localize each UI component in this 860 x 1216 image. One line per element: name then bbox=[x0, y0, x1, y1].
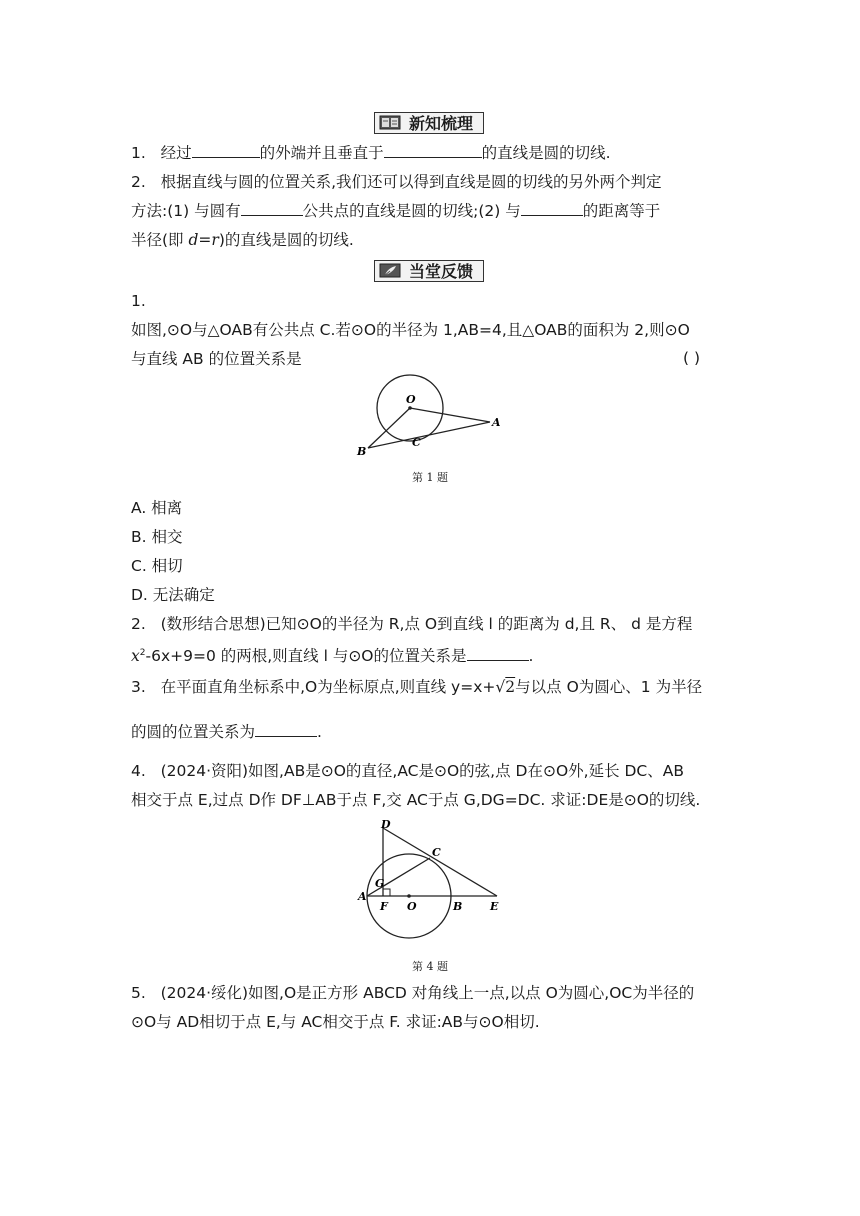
answer-blank[interactable] bbox=[384, 143, 482, 158]
label-O: O bbox=[407, 900, 417, 913]
text: 相交于点 E,过点 D作 DF⊥AB于点 F,交 AC于点 G,DG=DC. 求证:DE是⊙O的切线. bbox=[131, 791, 701, 809]
text: ⊙O与 AD相切于点 E,与 AC相交于点 F. 求证:AB与⊙O相切. bbox=[131, 1013, 540, 1031]
text: (数形结合思想)已知⊙O的半径为 R,点 O到直线 l 的距离为 d,且 R、 d 是方程 bbox=[160, 615, 693, 633]
label-C: C bbox=[412, 436, 421, 449]
text: )的直线是圆的切线. bbox=[218, 231, 354, 249]
sqrt-argument: 2 bbox=[505, 678, 516, 696]
text: 在平面直角坐标系中,O为坐标原点,则直线 y=x+ bbox=[160, 678, 496, 696]
text: (2024·绥化)如图,O是正方形 ABCD 对角线上一点,以点 O为圆心,OC为半径的 bbox=[160, 984, 695, 1002]
text: 半径(即 bbox=[131, 231, 189, 249]
answer-blank[interactable] bbox=[255, 722, 317, 737]
answer-parentheses[interactable]: ( ) bbox=[683, 349, 701, 367]
option-a[interactable]: A. 相离 bbox=[131, 499, 183, 517]
math-sqrt: √2 bbox=[495, 678, 516, 696]
question-4-line2 bbox=[131, 790, 700, 810]
feather-icon bbox=[379, 263, 401, 278]
question-5-line1 bbox=[131, 983, 694, 1003]
text: 方法:(1) 与圆有 bbox=[131, 202, 241, 220]
section-heading-feedback bbox=[374, 260, 484, 282]
figure-4-caption: 第 4 题 bbox=[412, 960, 448, 973]
label-G: G bbox=[375, 877, 385, 890]
section-heading-text: 新知梳理 bbox=[409, 114, 474, 133]
label-B: B bbox=[357, 445, 367, 458]
knowledge-item-2-line1 bbox=[131, 172, 662, 192]
label-A: A bbox=[358, 890, 367, 903]
question-2-line2 bbox=[131, 643, 533, 666]
question-3-line2 bbox=[131, 722, 322, 742]
knowledge-item-1 bbox=[131, 143, 611, 163]
option-d[interactable]: D. 无法确定 bbox=[131, 586, 215, 604]
item-number: 5. bbox=[131, 984, 146, 1002]
text: 如图,⊙O与△OAB有公共点 C.若⊙O的半径为 1,AB=4,且△OAB的面积为 2,则⊙O bbox=[131, 321, 690, 339]
text: 根据直线与圆的位置关系,我们还可以得到直线是圆的切线的另外两个判定 bbox=[160, 173, 662, 191]
text: . bbox=[528, 647, 534, 666]
label-D: D bbox=[381, 818, 391, 831]
knowledge-item-2-line3 bbox=[131, 230, 354, 250]
text: 的外端并且垂直于 bbox=[259, 144, 384, 162]
text: 与直线 AB 的位置关系是 bbox=[131, 350, 302, 368]
figure-4-circle-tangent bbox=[355, 818, 515, 943]
math-var: x bbox=[131, 647, 140, 666]
math-exponent: 2 bbox=[139, 648, 146, 658]
item-number: 4. bbox=[131, 762, 146, 780]
text: (2024·资阳)如图,AB是⊙O的直径,AC是⊙O的弦,点 D在⊙O外,延长 DC、AB bbox=[160, 762, 684, 780]
text: 经过 bbox=[160, 144, 192, 162]
text: 与以点 O为圆心、1 为半径 bbox=[515, 678, 703, 696]
text: . bbox=[317, 723, 322, 741]
text: 公共点的直线是圆的切线;(2) 与 bbox=[302, 202, 521, 220]
figure-1-caption: 第 1 题 bbox=[412, 471, 448, 484]
label-A: A bbox=[492, 416, 501, 429]
item-number: 2. bbox=[131, 615, 146, 633]
question-2-line1 bbox=[131, 614, 692, 634]
math-var: d=r bbox=[188, 231, 219, 249]
answer-blank[interactable] bbox=[241, 201, 303, 216]
answer-blank[interactable] bbox=[521, 201, 583, 216]
text: 的圆的位置关系为 bbox=[131, 723, 256, 741]
text: -6x+9=0 的两根,则直线 l 与⊙O的位置关系是 bbox=[145, 647, 467, 666]
question-3-line1 bbox=[131, 677, 702, 697]
question-1-line1 bbox=[131, 320, 690, 340]
option-c[interactable]: C. 相切 bbox=[131, 557, 183, 575]
question-1-number bbox=[131, 291, 146, 311]
question-4-line1 bbox=[131, 761, 684, 781]
item-number: 1. bbox=[131, 144, 146, 162]
label-E: E bbox=[490, 900, 499, 913]
answer-blank[interactable] bbox=[192, 143, 260, 158]
question-5-line2 bbox=[131, 1012, 540, 1032]
label-B: B bbox=[453, 900, 463, 913]
knowledge-item-2-line2 bbox=[131, 201, 660, 221]
question-1-line2 bbox=[131, 349, 302, 369]
option-b[interactable]: B. 相交 bbox=[131, 528, 183, 546]
label-C: C bbox=[432, 846, 441, 859]
section-heading-text: 当堂反馈 bbox=[409, 262, 474, 281]
item-number: 1. bbox=[131, 292, 146, 310]
text: 的距离等于 bbox=[582, 202, 661, 220]
book-icon bbox=[379, 115, 401, 130]
item-number: 2. bbox=[131, 173, 146, 191]
text: 的直线是圆的切线. bbox=[481, 144, 611, 162]
label-O: O bbox=[406, 393, 416, 406]
section-heading-new-knowledge bbox=[374, 112, 484, 134]
answer-blank[interactable] bbox=[467, 646, 529, 661]
label-F: F bbox=[380, 900, 388, 913]
item-number: 3. bbox=[131, 678, 146, 696]
figure-1-circle-triangle bbox=[350, 374, 510, 464]
